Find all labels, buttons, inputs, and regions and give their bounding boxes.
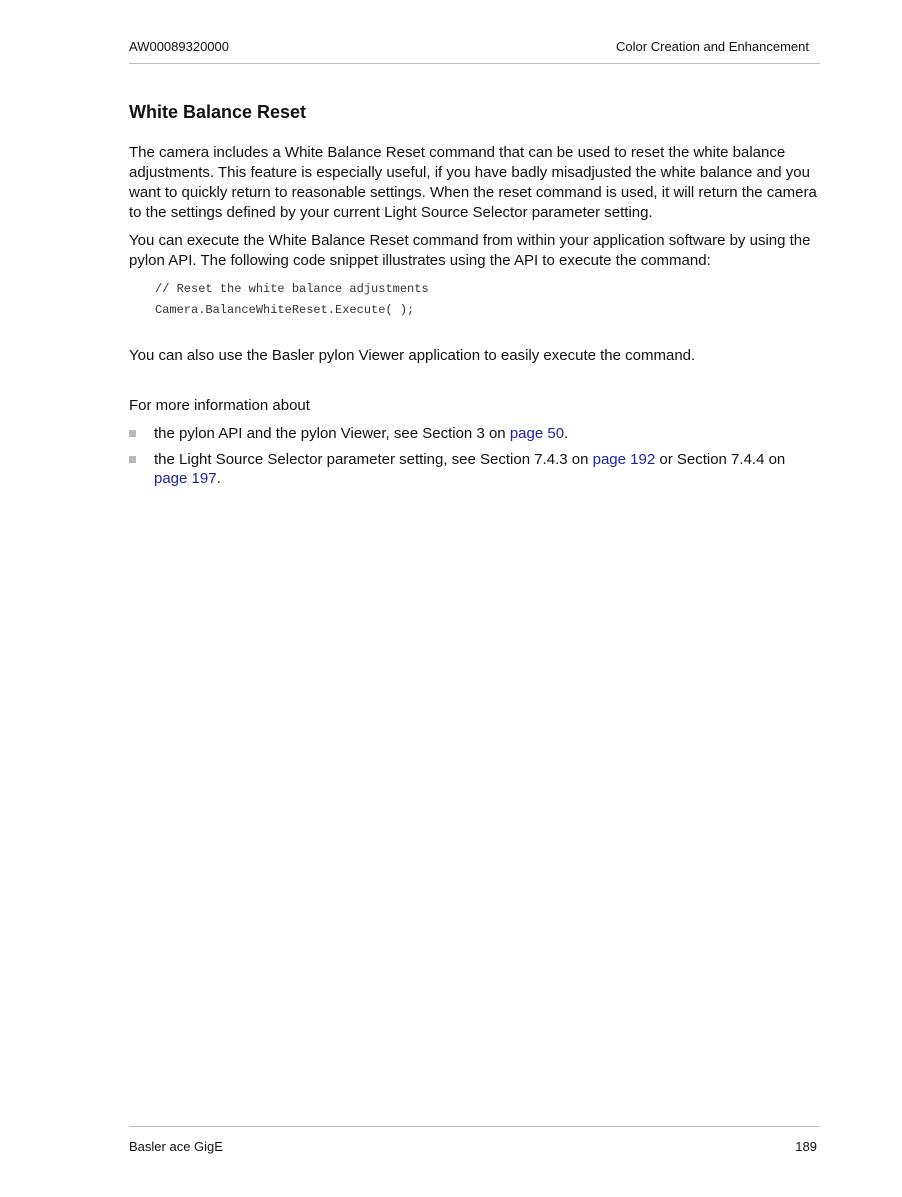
code-line-comment: // Reset the white balance adjustments — [155, 282, 429, 296]
list-item — [129, 424, 820, 443]
page-number: 189 — [795, 1139, 817, 1154]
list-item-punctuation: . — [564, 425, 569, 442]
section-title: White Balance Reset — [129, 102, 307, 122]
api-paragraph: You can execute the White Balance Reset command from within your application software by using the pylon API. The following code snippet illustrates using the API to execute the command: — [129, 232, 811, 269]
code-line-command: Camera.BalanceWhiteReset.Execute( ); — [155, 303, 415, 317]
footer-divider — [129, 1126, 820, 1127]
square-bullet-icon — [129, 456, 136, 463]
product-name: Basler ace GigE — [129, 1139, 223, 1154]
reference-list — [129, 424, 820, 495]
document-id: AW00089320000 — [129, 39, 229, 54]
page-link[interactable]: page 50 — [509, 425, 565, 442]
list-item-text-middle: or Section 7.4.4 on — [655, 451, 786, 468]
more-info-label: For more information about — [129, 397, 310, 414]
viewer-paragraph: You can also use the Basler pylon Viewer application to easily execute the command. — [129, 347, 696, 364]
list-item-text: the pylon API and the pylon Viewer, see Section 3 on — [154, 425, 510, 442]
code-snippet — [155, 279, 429, 321]
list-item — [129, 450, 820, 488]
list-item-text: the Light Source Selector parameter setting, see Section 7.4.3 on — [154, 451, 593, 468]
square-bullet-icon — [129, 430, 136, 437]
chapter-title: Color Creation and Enhancement — [616, 39, 809, 54]
header-divider — [129, 63, 820, 64]
page-link[interactable]: page 192 — [592, 451, 656, 468]
intro-paragraph: The camera includes a White Balance Reset command that can be used to reset the white balance adjustments. This feature is especially useful, if you have badly misadjusted the white balance and you want to quickly return to reasonable settings. When the reset command is used, it will return the camera to the settings defined by your current Light Source Selector parameter setting. — [129, 144, 817, 221]
page-link[interactable]: page 197 — [154, 470, 217, 487]
list-item-punctuation: . — [216, 470, 221, 487]
